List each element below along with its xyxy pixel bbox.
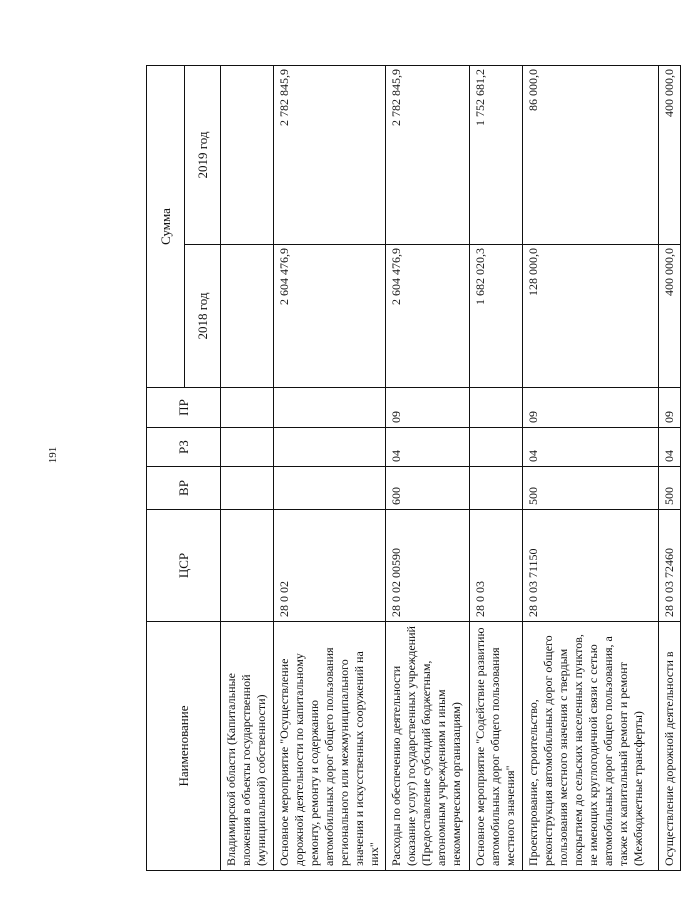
row-rz: 04 (659, 428, 681, 467)
table-row (274, 66, 386, 871)
header-rz: РЗ (147, 428, 221, 467)
row-csr: 28 0 03 72460 (659, 510, 681, 622)
table-row (386, 66, 470, 871)
row-sum-2018: 400 000,0 (659, 245, 681, 388)
header-2019: 2019 год (185, 66, 221, 245)
row-rz: 04 (523, 428, 659, 467)
row-name: Владимирской области (Капитальные вложения в объекты государственной (муниципальной) собственности) (221, 622, 274, 871)
row-sum-2018: 128 000,0 (523, 245, 659, 388)
row-rz (470, 428, 523, 467)
row-name: Осуществление дорожной деятельности в (659, 622, 681, 871)
row-name: Расходы по обеспечению деятельности (оказание услуг) государственных учреждений (Предоставление субсидий бюджетным, автономным учреждениям и иным некоммерческим организациям) (386, 622, 470, 871)
row-vr (221, 467, 274, 510)
row-rz: 04 (386, 428, 470, 467)
header-name: Наименование (147, 622, 221, 871)
row-csr: 28 0 02 (274, 510, 386, 622)
rotated-table-container (146, 66, 676, 871)
row-rz (274, 428, 386, 467)
page-number: 191 (47, 446, 59, 464)
row-pr: 09 (386, 388, 470, 428)
row-csr: 28 0 03 (470, 510, 523, 622)
row-pr (274, 388, 386, 428)
row-vr (470, 467, 523, 510)
table-row (221, 66, 274, 871)
header-pr: ПР (147, 388, 221, 428)
row-csr: 28 0 03 71150 (523, 510, 659, 622)
row-sum-2019: 86 000,0 (523, 66, 659, 245)
row-vr: 500 (523, 467, 659, 510)
row-sum-2018: 1 682 020,3 (470, 245, 523, 388)
row-vr: 500 (659, 467, 681, 510)
row-vr (274, 467, 386, 510)
row-sum-2019: 2 782 845,9 (386, 66, 470, 245)
row-name: Проектирование, строительство, реконструкция автомобильных дорог общего пользования местного значения с твердым покрытием до сельских населенных пунктов, не имеющих круглогодичной связи с сетью автомобильных дорог общего пользования, а также их капитальный ремонт и ремонт (Межбюджетные трансферты) (523, 622, 659, 871)
table-row (659, 66, 681, 871)
budget-table (146, 65, 681, 871)
row-name: Основное мероприятие "Содействие развитию автомобильных дорог общего пользования местного значения" (470, 622, 523, 871)
row-sum-2019: 1 752 681,2 (470, 66, 523, 245)
row-sum-2018 (221, 245, 274, 388)
table-header-row (147, 66, 185, 871)
row-csr: 28 0 02 00590 (386, 510, 470, 622)
row-sum-2018: 2 604 476,9 (274, 245, 386, 388)
header-sum: Сумма (147, 66, 185, 388)
row-csr (221, 510, 274, 622)
row-pr (221, 388, 274, 428)
row-name: Основное мероприятие "Осуществление дорожной деятельности по капитальному ремонту, ремонту и содержанию автомобильных дорог общего пользования регионального или межмуниципального значения и искусственных сооружений на них" (274, 622, 386, 871)
row-rz (221, 428, 274, 467)
row-sum-2019: 2 782 845,9 (274, 66, 386, 245)
header-2018: 2018 год (185, 245, 221, 388)
row-sum-2018: 2 604 476,9 (386, 245, 470, 388)
row-sum-2019: 400 000,0 (659, 66, 681, 245)
row-sum-2019 (221, 66, 274, 245)
header-csr: ЦСР (147, 510, 221, 622)
row-pr (470, 388, 523, 428)
table-row (470, 66, 523, 871)
row-pr: 09 (523, 388, 659, 428)
row-pr: 09 (659, 388, 681, 428)
table-row (523, 66, 659, 871)
header-vr: ВР (147, 467, 221, 510)
row-vr: 600 (386, 467, 470, 510)
